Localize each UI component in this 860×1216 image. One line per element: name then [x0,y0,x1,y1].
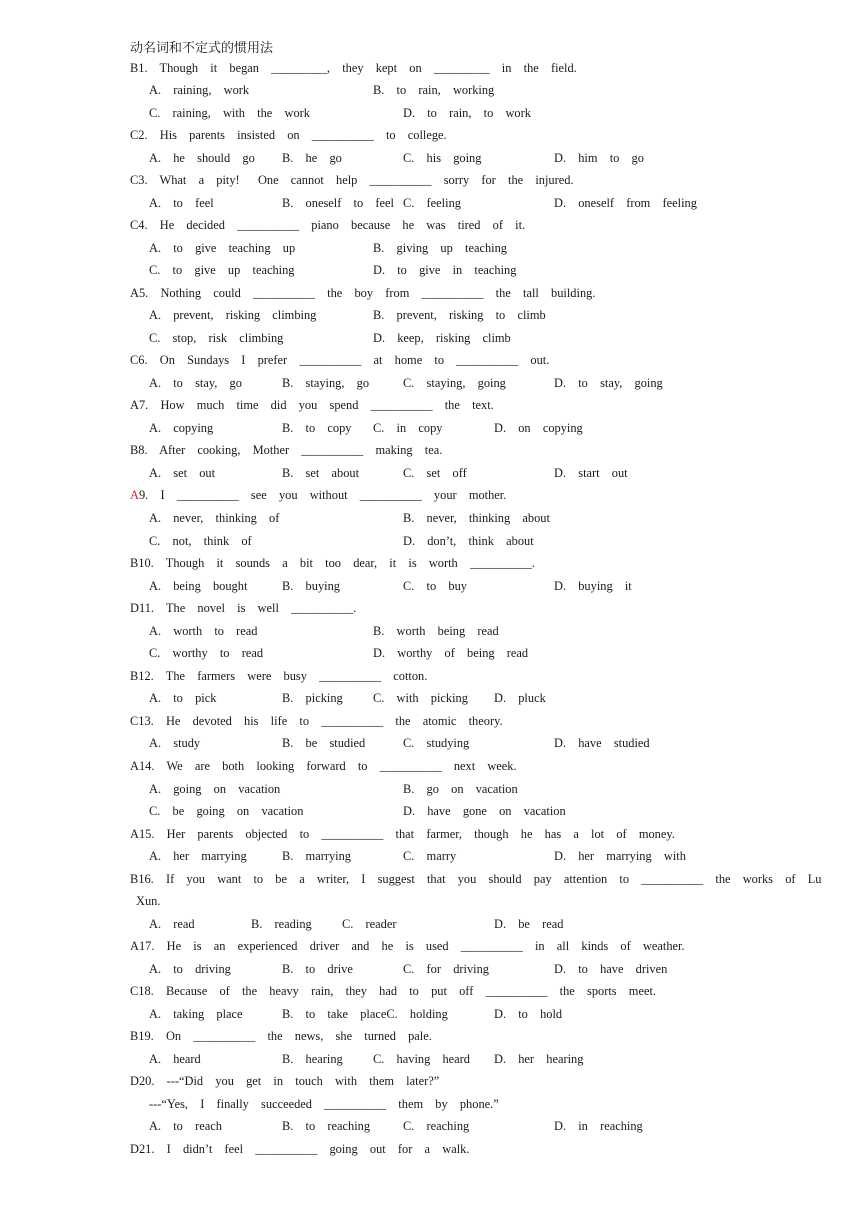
option-d: D. pluck [494,691,546,705]
option-a: A. study [149,736,201,750]
question-stem: Because of the heavy rain, they had to put off __________ the sports meet. [165,984,656,998]
option-d: D. buying it [554,579,632,593]
question-15 [130,827,675,842]
question-19 [130,1029,432,1044]
question-stem: He decided __________ piano because he was tired of it. [159,218,526,232]
option-d: D. to have driven [554,962,668,976]
question-13 [130,714,503,729]
question-stem: Though it sounds a bit too dear, it is worth __________. [165,556,536,570]
question-5 [130,286,595,301]
option-a: A. heard [149,1052,201,1066]
question-number: 6. [138,353,148,367]
question-2 [130,128,447,143]
question-number: 10. [138,556,154,570]
option-d: D. oneself from feeling [554,196,697,210]
answer-key: A [130,939,139,953]
option-c: C. be going on vacation [149,804,304,818]
option-b: B. to rain, working [373,83,495,97]
question-16 [130,872,821,887]
question-number: 17. [138,939,155,953]
question-stem-continuation: Xun. [136,894,161,908]
option-c: C. studying [403,736,470,750]
option-b: B. to copy [282,421,352,435]
option-c: C. staying, going [403,376,506,390]
option-b: B. buying [282,579,340,593]
option-b: B. worth being read [373,624,499,638]
option-c: C. with picking [373,691,468,705]
option-c: C. having heard [373,1052,470,1066]
option-b: B. to drive [282,962,353,976]
option-c: C. for driving [403,962,489,976]
option-c: C. reaching [403,1119,470,1133]
option-b: B. giving up teaching [373,241,507,255]
option-c: C. set off [403,466,467,480]
question-number: 7. [138,398,149,412]
option-d: D. be read [494,917,564,931]
option-c: C. marry [403,849,457,863]
question-stem: We are both looking forward to __________ next week. [166,759,517,773]
question-10 [130,556,535,571]
option-c: C. stop, risk climbing [149,331,284,345]
question-18 [130,984,656,999]
question-3 [130,173,574,188]
question-1 [130,61,577,76]
option-b: B. marrying [282,849,351,863]
option-a: A. to driving [149,962,231,976]
option-b: B. staying, go [282,376,370,390]
answer-key: A [130,759,139,773]
option-a: A. being bought [149,579,248,593]
question-9 [130,488,506,503]
option-a: A. to feel [149,196,214,210]
option-d: D. her hearing [494,1052,584,1066]
question-number: 3. [138,173,148,187]
option-a: A. to reach [149,1119,222,1133]
question-21 [130,1142,469,1157]
answer-key: D [130,1074,139,1088]
answer-key: B [130,556,139,570]
option-d: D. have studied [554,736,650,750]
question-number: 14. [138,759,155,773]
question-8 [130,443,442,458]
option-b: B. oneself to feel [282,196,394,210]
option-c: C. raining, with the work [149,106,310,120]
answer-key: C [130,128,139,142]
question-number: 19. [138,1029,154,1043]
option-d: D. to stay, going [554,376,663,390]
option-a: A. to give teaching up [149,241,296,255]
question-4 [130,218,525,233]
option-a: A. he should go [149,151,255,165]
question-stem: He devoted his life to __________ the atomic theory. [165,714,503,728]
page-title: 动名词和不定式的惯用法 [130,41,274,56]
option-d: D. don’t, think about [403,534,534,548]
question-stem: Her parents objected to __________ that farmer, though he has a lot of money. [166,827,675,841]
option-c: C. not, think of [149,534,252,548]
answer-key: A [130,827,139,841]
question-number: 9. [138,488,149,502]
question-17 [130,939,685,954]
question-6 [130,353,549,368]
question-number: 5. [138,286,149,300]
question-stem: After cooking, Mother __________ making tea. [159,443,443,457]
question-stem: I __________ see you without __________ your mother. [160,488,507,502]
option-a: A. never, thinking of [149,511,280,525]
answer-key: A [130,488,139,502]
option-d: D. keep, risking climb [373,331,511,345]
option-b: B. to take placeC. holding [282,1007,448,1021]
question-stem: I didn’t feel __________ going out for a walk. [166,1142,470,1156]
option-c: C. to give up teaching [149,263,295,277]
option-a: A. raining, work [149,83,250,97]
question-20 [130,1074,439,1089]
answer-key: B [130,1029,139,1043]
option-a: A. set out [149,466,216,480]
option-b: B. to reaching [282,1119,371,1133]
option-b: B. he go [282,151,342,165]
answer-key: A [130,398,139,412]
option-d: D. have gone on vacation [403,804,566,818]
question-stem: On Sundays I prefer __________ at home to __________ out. [159,353,550,367]
question-number: 13. [138,714,154,728]
option-d: D. start out [554,466,628,480]
question-stem: What a pity! One cannot help __________ sorry for the injured. [159,173,574,187]
question-stem: He is an experienced driver and he is used __________ in all kinds of weather. [166,939,685,953]
question-number: 12. [138,669,154,683]
option-d: D. to hold [494,1007,563,1021]
answer-key: B [130,61,139,75]
option-d: D. worthy of being read [373,646,529,660]
question-number: 2. [138,128,148,142]
question-number: 1. [138,61,148,75]
option-a: A. going on vacation [149,782,281,796]
question-stem: How much time did you spend __________ the text. [160,398,494,412]
option-a: A. prevent, risking climbing [149,308,317,322]
option-b: B. be studied [282,736,366,750]
answer-key: B [130,443,139,457]
option-b: B. prevent, risking to climb [373,308,546,322]
question-stem: On __________ the news, she turned pale. [165,1029,432,1043]
option-c: C. in copy [373,421,443,435]
question-stem: Though it began _________, they kept on _________ in the field. [159,61,577,75]
question-7 [130,398,494,413]
answer-key: C [130,218,139,232]
option-a: A. to stay, go [149,376,242,390]
question-number: 21. [138,1142,155,1156]
option-d: D. in reaching [554,1119,643,1133]
option-d: D. to rain, to work [403,106,531,120]
option-a: A. her marrying [149,849,247,863]
option-d: D. on copying [494,421,583,435]
dialogue-reply: ---“Yes, I finally succeeded __________ them by phone.” [149,1097,499,1111]
answer-key: B [130,669,139,683]
option-b: B. hearing [282,1052,343,1066]
question-stem: His parents insisted on __________ to college. [159,128,447,142]
option-c: C. to buy [403,579,467,593]
question-number: 15. [138,827,155,841]
option-b: B. set about [282,466,360,480]
option-c: C. feeling [403,196,461,210]
question-11 [130,601,356,616]
option-a: A. copying [149,421,214,435]
question-number: 20. [138,1074,155,1088]
option-a: A. to pick [149,691,217,705]
option-b: B. go on vacation [403,782,518,796]
option-a: A. worth to read [149,624,258,638]
answer-key: C [130,353,139,367]
question-stem: ---“Did you get in touch with them later?” [166,1074,440,1088]
option-b: B. reading [251,917,312,931]
question-stem: Nothing could __________ the boy from __________ the tall building. [160,286,596,300]
option-d: D. him to go [554,151,644,165]
option-a: A. read [149,917,195,931]
question-number: 11. [138,601,154,615]
question-12 [130,669,427,684]
answer-key: D [130,1142,139,1156]
answer-key: C [130,984,139,998]
question-number: 16. [138,872,154,886]
option-b: B. picking [282,691,343,705]
answer-key: B [130,872,139,886]
question-stem: If you want to be a writer, I suggest that you should pay attention to __________ the works of Lu [165,872,822,886]
answer-key: C [130,173,139,187]
question-14 [130,759,517,774]
option-b: B. never, thinking about [403,511,550,525]
option-d: D. her marrying with [554,849,686,863]
answer-key: A [130,286,139,300]
option-c: C. worthy to read [149,646,264,660]
option-d: D. to give in teaching [373,263,517,277]
question-number: 8. [138,443,148,457]
option-c: C. reader [342,917,397,931]
question-number: 4. [138,218,148,232]
option-a: A. taking place [149,1007,243,1021]
question-stem: The novel is well __________. [165,601,357,615]
question-stem: The farmers were busy __________ cotton. [165,669,428,683]
answer-key: C [130,714,139,728]
option-c: C. his going [403,151,482,165]
answer-key: D [130,601,139,615]
question-number: 18. [138,984,154,998]
